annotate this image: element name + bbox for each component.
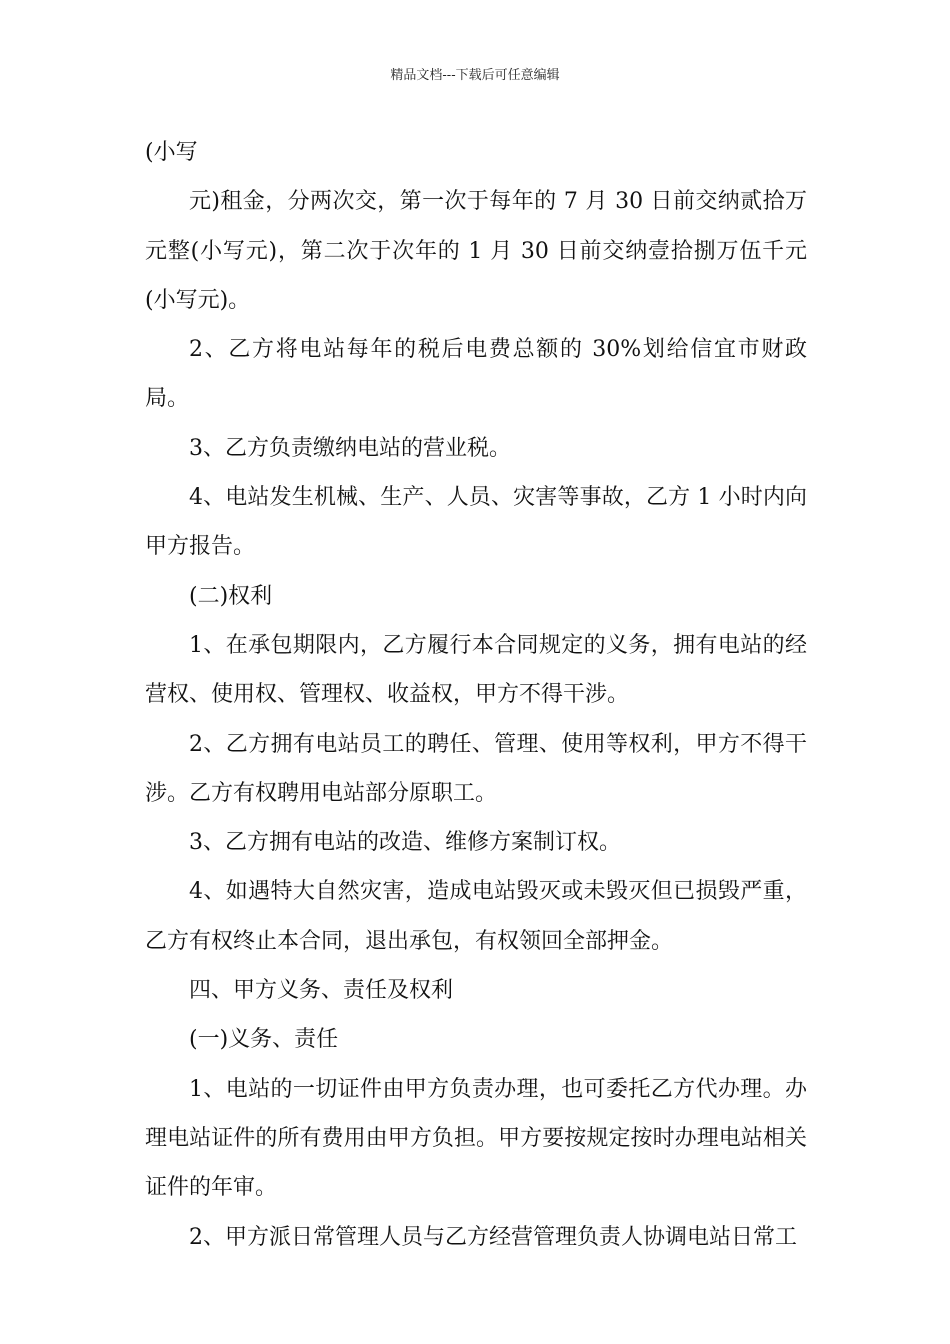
paragraph: 2、乙方拥有电站员工的聘任、管理、使用等权利，甲方不得干涉。乙方有权聘用电站部分原职工。	[145, 731, 807, 806]
paragraph: 3、乙方拥有电站的改造、维修方案制订权。	[189, 830, 621, 856]
page-header: 精品文档---下载后可任意编辑	[390, 68, 560, 83]
paragraph: 4、如遇特大自然灾害，造成电站毁灭或未毁灭但已损毁严重，乙方有权终止本合同，退出承包，有权领回全部押金。	[145, 879, 807, 954]
paragraph: 元)租金，分两次交，第一次于每年的 7 月 30 日前交纳贰拾万元整(小写元)，第二次于次年的 1 月 30 日前交纳壹拾捌万伍千元(小写元)。	[145, 189, 807, 313]
paragraph: 2、甲方派日常管理人员与乙方经营管理负责人协调电站日常工	[189, 1224, 797, 1250]
section-heading: (二)权利	[189, 583, 273, 609]
section-heading: (一)义务、责任	[189, 1027, 339, 1053]
paragraph: 4、电站发生机械、生产、人员、灾害等事故，乙方 1 小时内向甲方报告。	[145, 485, 807, 560]
paragraph: 1、电站的一切证件由甲方负责办理，也可委托乙方代办理。办理电站证件的所有费用由甲方负担。甲方要按规定按时办理电站相关证件的年审。	[145, 1076, 807, 1201]
paragraph: 1、在承包期限内，乙方履行本合同规定的义务，拥有电站的经营权、使用权、管理权、收益权，甲方不得干涉。	[145, 632, 807, 708]
paragraph: 3、乙方负责缴纳电站的营业税。	[189, 435, 511, 461]
paragraph: 2、乙方将电站每年的税后电费总额的 30%划给信宜市财政局。	[145, 337, 807, 412]
paragraph: (小写	[145, 140, 198, 165]
document-body	[145, 128, 807, 1262]
section-heading: 四、甲方义务、责任及权利	[189, 978, 454, 1004]
